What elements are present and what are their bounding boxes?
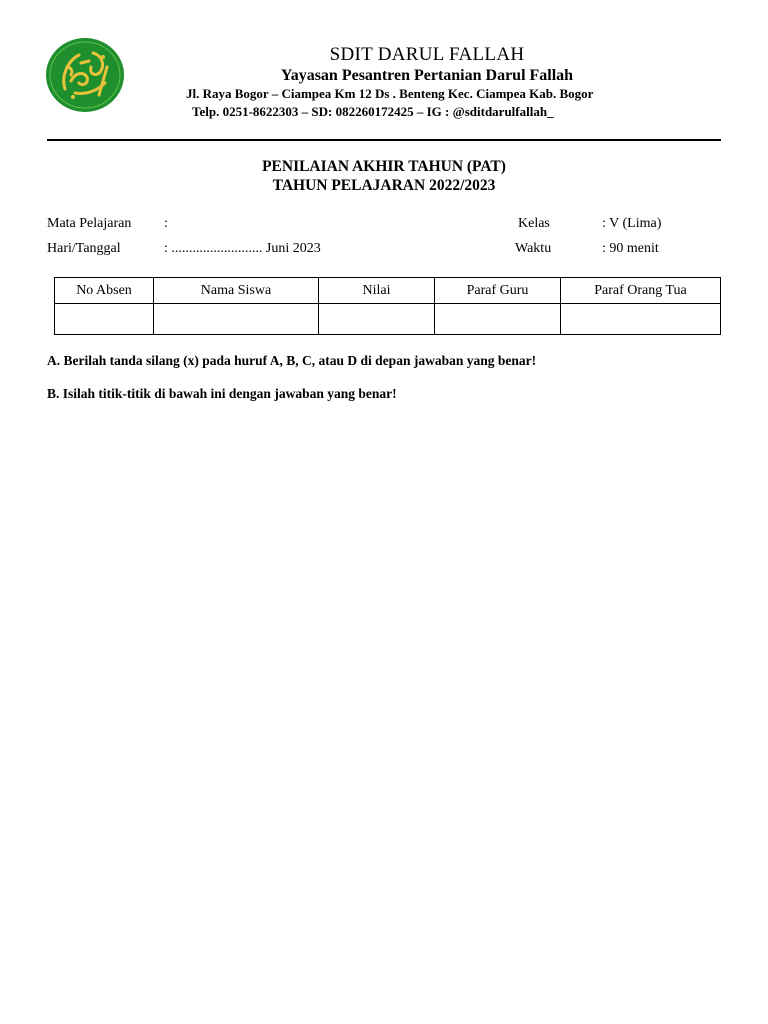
score-table-row [55,304,721,335]
date-label: Hari/Tanggal [47,241,121,256]
exam-year: TAHUN PELAJARAN 2022/2023 [272,177,496,194]
subject-value: : [164,216,168,231]
cell-no-absen[interactable] [55,304,154,335]
foundation-name: Yayasan Pesantren Pertanian Darul Fallah [280,67,574,84]
school-address: Jl. Raya Bogor – Ciampea Km 12 Ds . Benteng Kec. Ciampea Kab. Bogor [186,86,594,101]
time-label: Waktu [515,241,552,256]
exam-title: PENILAIAN AKHIR TAHUN (PAT) [262,158,506,175]
class-value: : V (Lima) [602,216,662,231]
cell-nilai[interactable] [319,304,435,335]
score-table [54,277,721,335]
school-name: SDIT DARUL FALLAH [329,44,525,65]
header-no-absen: No Absen [55,278,154,304]
score-table-header-row [55,278,721,304]
instruction-a: A. Berilah tanda silang (x) pada huruf A, B, C, atau D di depan jawaban yang benar! [47,353,537,368]
date-value: : .......................... Juni 2023 [164,241,321,256]
cell-paraf-orang-tua[interactable] [561,304,721,335]
instruction-b: B. Isilah titik-titik di bawah ini dengan jawaban yang benar! [47,386,397,401]
subject-label: Mata Pelajaran [47,216,132,231]
header-paraf-guru: Paraf Guru [435,278,561,304]
time-value: : 90 menit [602,241,659,256]
cell-nama-siswa[interactable] [154,304,319,335]
class-label: Kelas [518,216,550,231]
header-divider [47,139,721,141]
header-nilai: Nilai [319,278,435,304]
school-contact: Telp. 0251-8622303 – SD: 082260172425 – IG : @sditdarulfallah_ [192,104,554,119]
school-logo-icon [45,37,125,113]
header-nama-siswa: Nama Siswa [154,278,319,304]
cell-paraf-guru[interactable] [435,304,561,335]
header-paraf-orang-tua: Paraf Orang Tua [561,278,721,304]
